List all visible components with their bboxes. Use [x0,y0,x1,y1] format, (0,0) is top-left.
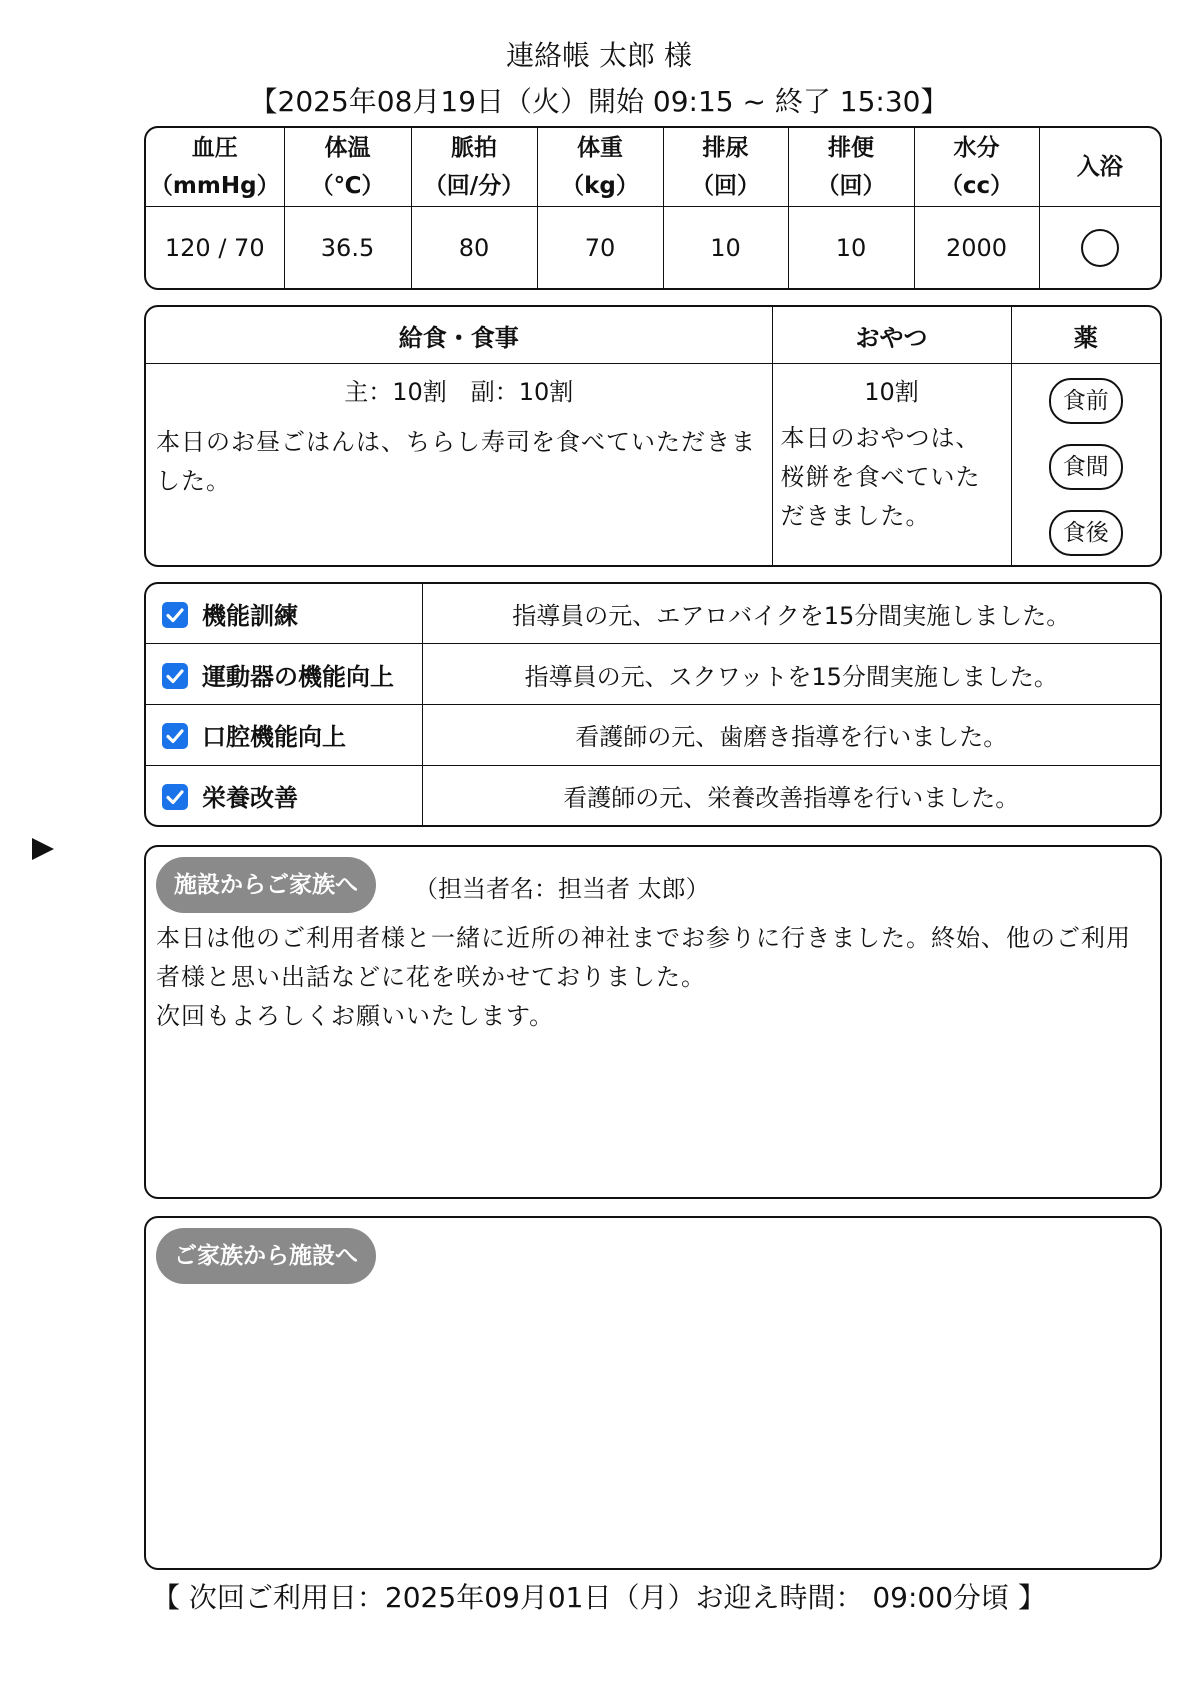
service-label: 運動器の機能向上 [202,662,394,691]
checkbox-checked-icon[interactable] [162,784,188,810]
vital-header-pulse: 脈拍 （回/分） [411,128,537,207]
medicine-after-meal: 食後 [1049,510,1123,556]
vital-value-bath [1039,207,1160,289]
service-label: 機能訓練 [202,602,298,631]
vital-header-blood-pressure: 血圧 （mmHg） [146,128,284,207]
vital-value-pulse: 80 [411,207,537,289]
checkbox-checked-icon[interactable] [162,723,188,749]
meal-header: 給食・食事 [146,307,772,364]
snack-cell [772,364,1011,566]
vital-header-weight: 体重 （kg） [537,128,663,207]
meal-comment: 本日のお昼ごはんは、ちらし寿司を食べていただきました。 [156,428,756,495]
service-row [146,704,1160,765]
staff-name: （担当者名：担当者 太郎） [414,875,710,903]
checkbox-checked-icon[interactable] [162,663,188,689]
meal-amount: 主：10割 副：10割 [344,378,574,406]
service-detail: 指導員の元、スクワットを15分間実施しました。 [422,644,1160,705]
visit-period: 【2025年08月19日（火）開始 09:15 ~ 終了 15:30】 [249,85,949,118]
vital-value-blood-pressure: 120 / 70 [146,207,284,289]
family-note[interactable] [144,1216,1162,1570]
vital-value-temperature: 36.5 [284,207,411,289]
snack-header: おやつ [772,307,1011,364]
circle-icon [1081,229,1119,267]
service-row [146,765,1160,825]
medicine-cell [1011,364,1160,566]
vitals-table [144,126,1162,290]
service-row [146,644,1160,705]
vital-value-urination: 10 [663,207,788,289]
vital-header-water: 水分 （cc） [914,128,1039,207]
page-title: 連絡帳 太郎 様 [506,39,692,72]
vital-header-temperature: 体温 （℃） [284,128,411,207]
medicine-before-meal: 食前 [1049,378,1123,424]
vital-header-urination: 排尿 （回） [663,128,788,207]
family-note-label: ご家族から施設へ [156,1228,376,1284]
vital-value-water: 2000 [914,207,1039,289]
medicine-header: 薬 [1011,307,1160,364]
checkbox-checked-icon[interactable] [162,602,188,628]
vital-header-defecation: 排便 （回） [788,128,914,207]
next-visit: 【 次回ご利用日：2025年09月01日（月）お迎え時間： 09:00分頃 】 [152,1581,1046,1614]
facility-note-label: 施設からご家族へ [156,857,376,913]
medicine-between-meals: 食間 [1049,444,1123,490]
services-table [144,582,1162,827]
service-row [146,584,1160,644]
play-arrow-icon[interactable] [32,838,54,860]
vital-header-bath: 入浴 [1039,128,1160,207]
vital-value-weight: 70 [537,207,663,289]
service-label: 口腔機能向上 [202,723,346,752]
facility-note-message: 本日は他のご利用者様と一緒に近所の神社までお参りに行きました。終始、他のご利用者様と思い出話などに花を咲かせておりました。 次回もよろしくお願いいたします。 [156,924,1131,1030]
meal-table [144,305,1162,567]
snack-comment: 本日のおやつは、桜餅を食べていただきました。 [780,424,981,530]
service-detail: 指導員の元、エアロバイクを15分間実施しました。 [422,584,1160,644]
snack-amount: 10割 [864,378,919,406]
facility-note [144,845,1162,1199]
service-label: 栄養改善 [202,783,298,812]
vital-value-defecation: 10 [788,207,914,289]
meal-cell [146,364,772,566]
service-detail: 看護師の元、歯磨き指導を行いました。 [422,704,1160,765]
service-detail: 看護師の元、栄養改善指導を行いました。 [422,765,1160,825]
